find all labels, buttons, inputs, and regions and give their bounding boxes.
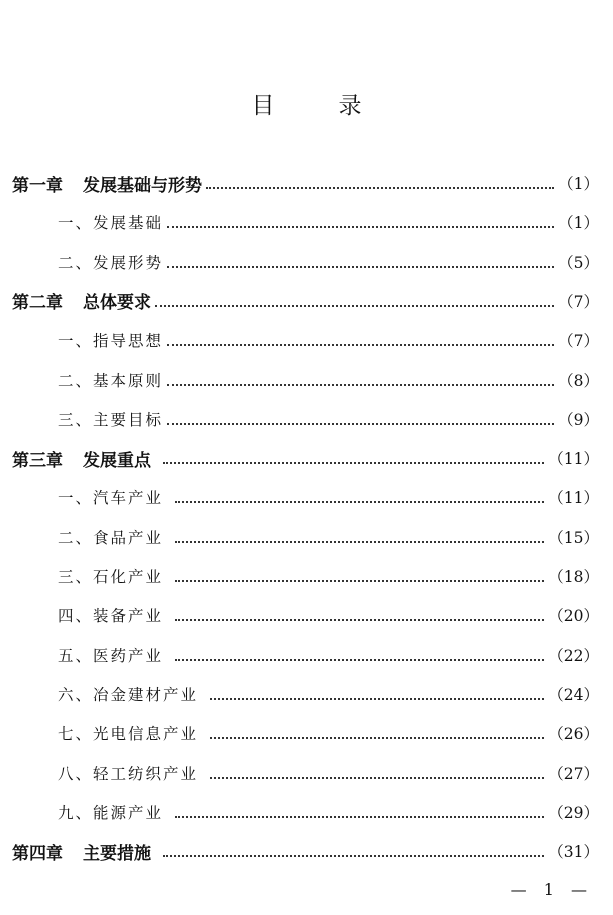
toc-entry-chapter bbox=[0, 168, 613, 198]
toc-entry-section bbox=[0, 482, 613, 512]
toc-entry-page: （7） bbox=[558, 292, 599, 311]
toc-entry-title: 轻工纺织产业 bbox=[93, 764, 199, 783]
toc-entry-page: （9） bbox=[558, 410, 599, 429]
toc-entry-title: 总体要求 bbox=[83, 293, 151, 314]
toc-entry-page: （26） bbox=[548, 725, 599, 744]
toc-dot-leader bbox=[167, 423, 554, 425]
toc-entry-section bbox=[0, 207, 613, 237]
toc-dot-leader bbox=[175, 619, 544, 621]
toc-entry-title: 能源产业 bbox=[93, 803, 164, 822]
toc-dot-leader bbox=[175, 816, 544, 818]
toc-entry-page: （15） bbox=[548, 528, 599, 547]
toc-entry-title: 发展基础与形势 bbox=[83, 175, 202, 196]
toc-entry-title: 发展重点 bbox=[83, 450, 151, 471]
toc-entry-section bbox=[0, 404, 613, 434]
toc-entry-section bbox=[0, 640, 613, 670]
toc-dot-leader bbox=[167, 344, 554, 346]
toc-entry-number: 六、 bbox=[58, 685, 94, 704]
toc-entry-section bbox=[0, 718, 613, 748]
toc-entry-number: 第四章 bbox=[12, 843, 63, 864]
toc-entry-section bbox=[0, 365, 613, 395]
toc-entry-title: 石化产业 bbox=[93, 568, 164, 586]
toc-entry-title: 光电信息产业 bbox=[93, 725, 199, 744]
toc-entry-title: 汽车产业 bbox=[93, 489, 164, 508]
toc-entry-number: 第一章 bbox=[12, 175, 63, 196]
toc-entry-page: （8） bbox=[558, 371, 599, 390]
toc-entry-number: 第二章 bbox=[12, 293, 63, 314]
toc-entry-number: 三、 bbox=[58, 410, 94, 429]
toc-entry-page: （27） bbox=[548, 764, 599, 783]
toc-entry-title: 医药产业 bbox=[93, 646, 164, 665]
toc-dot-leader bbox=[167, 266, 554, 268]
page-title-char-1: 目 bbox=[251, 93, 275, 119]
toc-entry-section bbox=[0, 325, 613, 355]
toc-entry-number: 一、 bbox=[58, 214, 94, 233]
toc-dot-leader bbox=[155, 305, 554, 307]
toc-entry-number: 一、 bbox=[58, 332, 94, 351]
toc-entry-section bbox=[0, 797, 613, 827]
toc-entry-title: 食品产业 bbox=[93, 528, 164, 547]
toc-entry-page: （31） bbox=[548, 843, 599, 862]
toc-entry-page: （1） bbox=[558, 175, 599, 193]
toc-entry-title: 发展形势 bbox=[93, 253, 164, 272]
toc-entry-page: （1） bbox=[558, 214, 599, 233]
toc-dot-leader bbox=[175, 659, 544, 661]
toc-entry-number: 九、 bbox=[58, 803, 94, 822]
toc-entry-page: （11） bbox=[548, 450, 599, 469]
toc-entry-number: 二、 bbox=[58, 371, 94, 390]
toc-entry-section bbox=[0, 758, 613, 788]
toc-entry-title: 装备产业 bbox=[93, 607, 164, 626]
toc-entry-title: 主要措施 bbox=[83, 843, 151, 864]
page-title-char-2: 录 bbox=[338, 93, 362, 119]
toc-entry-chapter bbox=[0, 443, 613, 473]
toc-entry-number: 五、 bbox=[58, 646, 94, 665]
toc-entry-page: （20） bbox=[548, 607, 599, 626]
toc-entry-page: （24） bbox=[548, 685, 599, 704]
toc-entry-title: 基本原则 bbox=[93, 371, 164, 390]
page-title bbox=[0, 92, 613, 120]
toc-dot-leader bbox=[163, 462, 544, 464]
toc-entry-section bbox=[0, 247, 613, 277]
page-number-footer: — 1 — bbox=[510, 880, 593, 899]
toc-entry-title: 发展基础 bbox=[93, 214, 164, 233]
toc-dot-leader bbox=[175, 541, 544, 543]
toc-entry-page: （18） bbox=[548, 568, 599, 586]
toc-entry-number: 第三章 bbox=[12, 450, 63, 471]
toc-entry-number: 四、 bbox=[58, 607, 94, 626]
toc-entry-section bbox=[0, 679, 613, 709]
toc-entry-page: （11） bbox=[548, 489, 599, 508]
toc-entry-page: （5） bbox=[558, 253, 599, 272]
toc-entry-number: 八、 bbox=[58, 764, 94, 783]
toc-dot-leader bbox=[175, 580, 544, 582]
toc-dot-leader bbox=[210, 737, 544, 739]
toc-entry-page: （7） bbox=[558, 332, 599, 351]
toc-entry-number: 二、 bbox=[58, 253, 94, 272]
toc-entry-number: 一、 bbox=[58, 489, 94, 508]
toc-entry-page: （22） bbox=[548, 646, 599, 665]
toc-dot-leader bbox=[167, 384, 554, 386]
toc-dot-leader bbox=[210, 698, 544, 700]
toc-entry-title: 指导思想 bbox=[93, 332, 164, 351]
toc-entry-title: 主要目标 bbox=[93, 410, 164, 429]
toc-dot-leader bbox=[175, 501, 544, 503]
toc-dot-leader bbox=[206, 187, 554, 189]
toc-entry-page: （29） bbox=[548, 803, 599, 822]
toc-entry-number: 二、 bbox=[58, 528, 94, 547]
toc-entry-section bbox=[0, 561, 613, 591]
toc-entry-section bbox=[0, 600, 613, 630]
toc-entry-number: 三、 bbox=[58, 568, 94, 586]
toc-entry-chapter bbox=[0, 836, 613, 866]
toc-entry-title: 冶金建材产业 bbox=[93, 685, 199, 704]
toc-entry-chapter bbox=[0, 286, 613, 316]
toc-dot-leader bbox=[163, 855, 544, 857]
toc-entry-number: 七、 bbox=[58, 725, 94, 744]
toc-dot-leader bbox=[210, 777, 544, 779]
toc-entry-section bbox=[0, 522, 613, 552]
toc-dot-leader bbox=[167, 226, 554, 228]
